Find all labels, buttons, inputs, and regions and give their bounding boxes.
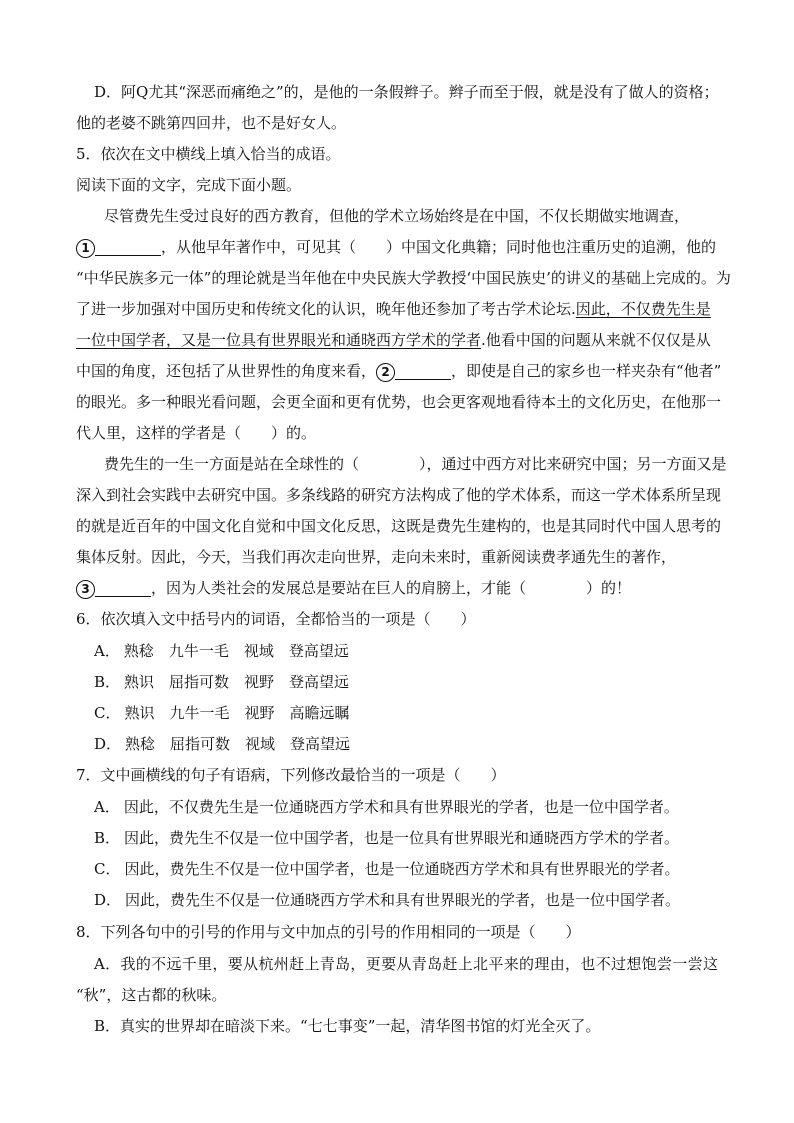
passage-p1-line2-text: ，从他早年著作中，可见其（ ）中国文化典籍；同时他也注重历史的追溯，他的: [161, 238, 717, 256]
passage-p1-line2: [76, 232, 718, 262]
passage-p2-line4: 集体反射。因此，今天，当我们再次走向世界，走向未来时，重新阅读费孝通先生的著作，: [76, 548, 677, 566]
q7-option-a-label: A．: [94, 798, 120, 816]
q6-option-b-label: B．: [94, 673, 121, 691]
passage-p1-line6-text-b: ，即使是自己的家乡也一样夹杂有“他者”: [451, 362, 722, 380]
passage-p2-line1: 费先生的一生一方面是站在全球性的（ ），通过中西方对比来研究中国；另一方面又是: [104, 455, 727, 473]
q6-option-a[interactable]: [94, 636, 718, 666]
fill-blank-1[interactable]: [95, 237, 161, 256]
q4-option-d-line1: D．阿Q尤其“深恶而痛绝之”的，是他的一条假辫子。辫子而至于假，就是没有了做人的资格；: [94, 83, 719, 101]
q8-option-b[interactable]: B．真实的世界却在暗淡下来。“七七事变”一起，清华图书馆的灯光全灭了。: [94, 1017, 601, 1035]
q6-option-b-text: 熟识 屈指可数 视野 登高望远: [124, 673, 350, 691]
blank-marker-2: 2: [376, 363, 395, 382]
q7-option-c-label: C．: [94, 860, 121, 878]
q6-option-c-text: 熟识 九牛一毛 视野 高瞻远瞩: [124, 704, 350, 722]
reading-intro: 阅读下面的文字，完成下面小题。: [76, 176, 302, 194]
passage-p1-line7: 的眼光。多一种眼光看问题，会更全面和更有优势，也会更客观地看待本土的文化历史，在他那一: [76, 393, 722, 411]
passage-p2-line5: [76, 573, 718, 603]
underlined-sentence-part1: 因此，不仅费先生是: [575, 300, 711, 318]
underlined-sentence-part2: 一位中国学者，又是一位具有世界眼光和通晓西方学术的学者: [76, 331, 482, 349]
passage-p1-line6: [76, 356, 722, 386]
q6-option-a-text: 熟稔 九牛一毛 视域 登高望远: [123, 642, 349, 660]
question-6-prompt: 6．依次填入文中括号内的词语，全都恰当的一项是（ ）: [76, 610, 476, 628]
passage-p1-line4-text: 了进一步加强对中国历史和传统文化的认识，晚年他还参加了考古学术论坛.: [76, 300, 576, 318]
q6-option-c[interactable]: [94, 698, 718, 728]
q7-option-b-label: B．: [94, 829, 121, 847]
passage-p2-line3: 的就是近百年的中国文化自觉和中国文化反思，这既是费先生建构的，也是其同时代中国人思考的: [76, 517, 722, 535]
q7-option-c-text: 因此，费先生不仅是一位中国学者，也是一位通晓西方学术和具有世界眼光的学者。: [124, 860, 680, 878]
question-8-prompt: 8．下列各句中的引号的作用与文中加点的引号的作用相同的一项是（ ）: [76, 923, 581, 941]
passage-p1-line5-text: .他看中国的问题从来就不仅仅是从: [481, 331, 711, 349]
q7-option-a-text: 因此，不仅费先生是一位通晓西方学术和具有世界眼光的学者，也是一位中国学者。: [123, 798, 679, 816]
passage-p1-line6-text-a: 中国的角度，还包括了从世界性的角度来看，: [76, 362, 377, 380]
question-7-prompt: 7．文中画横线的句子有语病，下列修改最恰当的一项是（ ）: [76, 766, 506, 784]
passage-p2-line5-text: ，因为人类社会的发展总是要站在巨人的肩膀上，才能（ ）的！: [151, 579, 632, 597]
passage-p2-line2: 深入到社会实践中去研究中国。多条线路的研究方法构成了他的学术体系，而这一学术体系所呈现: [76, 486, 722, 504]
q6-option-d-text: 熟稔 屈指可数 视域 登高望远: [125, 735, 351, 753]
passage-p1-line1: 尽管费先生受过良好的西方教育，但他的学术立场始终是在中国，不仅长期做实地调查，: [104, 207, 690, 225]
q8-option-a-line2: “秋”，这古都的秋味。: [76, 986, 227, 1004]
q7-option-b-text: 因此，费先生不仅是一位中国学者，也是一位具有世界眼光和通晓西方学术的学者。: [124, 829, 680, 847]
passage-p1-line8: 代人里，这样的学者是（ ）的。: [76, 424, 317, 442]
fill-blank-2[interactable]: [395, 361, 451, 380]
q6-option-a-label: A．: [94, 642, 120, 660]
q7-option-d-text: 因此，费先生不仅是一位通晓西方学术和具有世界眼光的学者，也是一位中国学者。: [125, 891, 681, 909]
q7-option-d-label: D．: [94, 891, 122, 909]
q7-option-d[interactable]: [94, 885, 718, 915]
q6-option-c-label: C．: [94, 704, 121, 722]
passage-p1-line4: [76, 294, 718, 324]
q7-option-c[interactable]: [94, 854, 718, 884]
passage-p1-line3: “中华民族多元一体”的理论就是当年他在中央民族大学教授‘中国民族史’的讲义的基础上完成的。为: [76, 269, 731, 287]
fill-blank-3[interactable]: [95, 578, 151, 597]
blank-marker-1: 1: [76, 239, 95, 258]
question-5-prompt: 5．依次在文中横线上填入恰当的成语。: [76, 145, 341, 163]
q7-option-a[interactable]: [94, 792, 718, 822]
q6-option-b[interactable]: [94, 667, 718, 697]
q4-option-d-line2: 他的老婆不跳第四回井，也不是好女人。: [76, 114, 347, 132]
passage-p1-line5: [76, 325, 718, 355]
q6-option-d[interactable]: [94, 729, 718, 759]
q7-option-b[interactable]: [94, 823, 718, 853]
blank-marker-3: 3: [76, 580, 95, 599]
q8-option-a-line1[interactable]: A．我的不远千里，要从杭州赶上青岛，更要从青岛赶上北平来的理由，也不过想饱尝一尝这: [94, 955, 718, 973]
q6-option-d-label: D．: [94, 735, 122, 753]
